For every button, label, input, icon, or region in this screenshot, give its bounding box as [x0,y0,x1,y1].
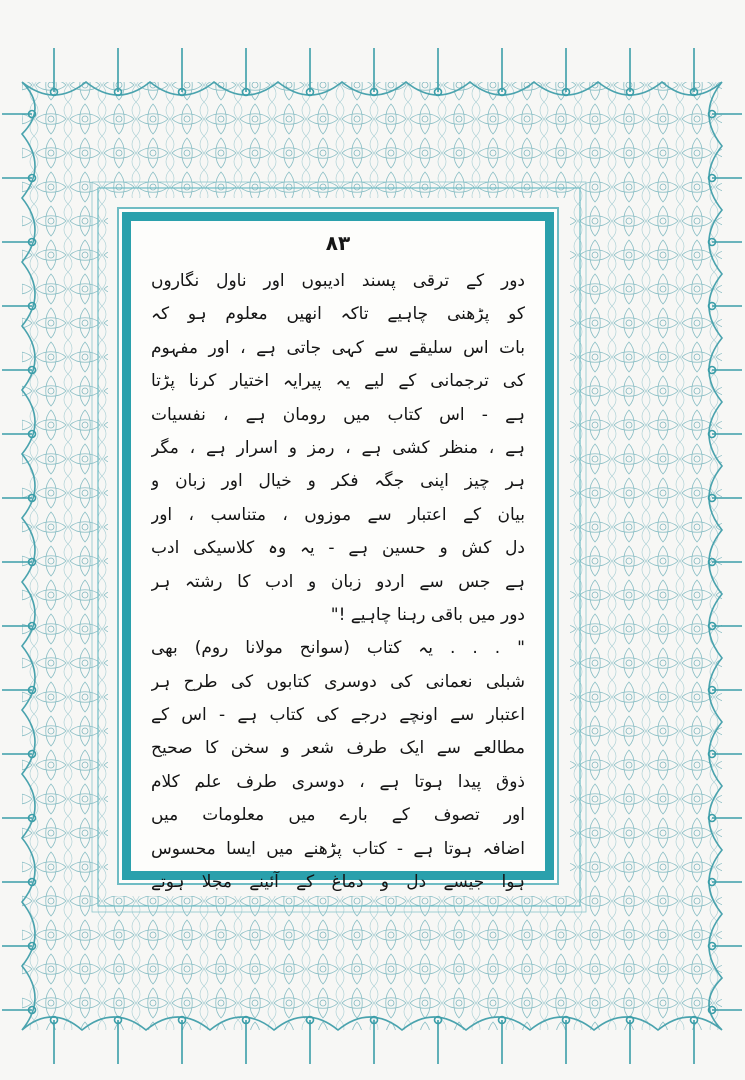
text-line: دل کش و حسین ہے - یہ وہ کلاسیکی ادب [151,538,525,559]
text-line: ذوق پیدا ہوتا ہے ، دوسری طرف علم کلام [151,771,525,792]
text-line: ہے جس سے اردو زبان و ادب کا رشتہ ہر [151,571,525,592]
body-text [151,265,525,899]
page-number: ۸۳ [325,231,351,255]
text-line: ہے - اس کتاب میں رومان ہے ، نفسیات [151,404,525,425]
text-line: شبلی نعمانی کی دوسری کتابوں کی طرح ہر [151,671,525,692]
text-line: دور میں باقی رہنا چاہیے !" [330,604,525,625]
text-line: بیان کے اعتبار سے موزوں ، متناسب ، اور [151,504,525,525]
text-line: ہے ، منظر کشی ہے ، رمز و اسرار ہے ، مگر [151,437,525,458]
text-line: بات اس سلیقے سے کہی جاتی ہے ، اور مفہوم [151,337,525,358]
text-line: اور تصوف کے بارے میں معلومات میں [151,805,525,826]
text-panel [122,212,554,893]
text-line: اعتبار سے اونچے درجے کی کتاب ہے - اس کے [151,705,525,726]
text-line: کو پڑھنی چاہیے تاکہ انھیں معلوم ہو کہ [151,304,525,325]
text-line: ہوا جیسے دل و دماغ کے آئینے مجلا ہوتے [151,872,525,893]
text-line: مطالعے سے ایک طرف شعر و سخن کا صحیح [151,738,525,759]
text-line: کی ترجمانی کے لیے یہ پیرایہ اختیار کرنا پڑتا [151,371,525,392]
text-line: " . . . یہ کتاب (سوانح مولانا روم) بھی [151,638,525,659]
text-line: ہر چیز اپنی جگہ فکر و خیال اور زبان و [151,471,525,492]
text-line: اضافہ ہوتا ہے - کتاب پڑھنے میں ایسا محسوس [151,838,525,859]
text-line: دور کے ترقی پسند ادیبوں اور ناول نگاروں [151,271,525,291]
